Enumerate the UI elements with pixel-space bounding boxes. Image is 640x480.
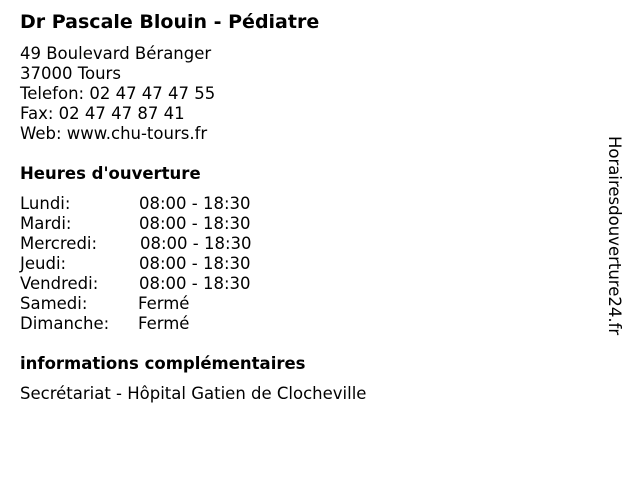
time-value: 08:00 - 18:30 [139,194,251,213]
day-label: Vendredi: [20,274,99,293]
day-label: Dimanche: [20,314,110,333]
website: Web: www.chu-tours.fr [20,124,208,143]
day-label: Mardi: [20,214,72,233]
hours-row [20,194,340,214]
time-value: 08:00 - 18:30 [140,234,252,253]
hours-row [20,314,340,334]
day-label: Jeudi: [20,254,67,273]
street-address: 49 Boulevard Béranger [20,44,212,63]
hours-row [20,214,340,234]
day-label: Samedi: [20,294,88,313]
time-value: 08:00 - 18:30 [139,214,251,233]
fax-number: Fax: 02 47 47 87 41 [20,104,185,123]
day-label: Lundi: [20,194,71,213]
hours-row [20,254,340,274]
site-watermark: Horairesdouverture24.fr [605,136,624,336]
info-heading: informations complémentaires [20,354,306,373]
hours-row [20,234,340,254]
city: 37000 Tours [20,64,121,83]
hours-heading: Heures d'ouverture [20,164,201,183]
day-label: Mercredi: [20,234,98,253]
page-title: Dr Pascale Blouin - Pédiatre [20,11,320,33]
time-value: 08:00 - 18:30 [139,274,251,293]
time-value: Fermé [138,294,190,313]
hours-row [20,294,340,314]
hours-row [20,274,340,294]
address-block [20,44,215,144]
time-value: Fermé [138,314,190,333]
hours-table [20,194,340,334]
phone-number: Telefon: 02 47 47 47 55 [20,84,216,103]
info-text: Secrétariat - Hôpital Gatien de Clocheville [20,384,367,403]
time-value: 08:00 - 18:30 [139,254,251,273]
